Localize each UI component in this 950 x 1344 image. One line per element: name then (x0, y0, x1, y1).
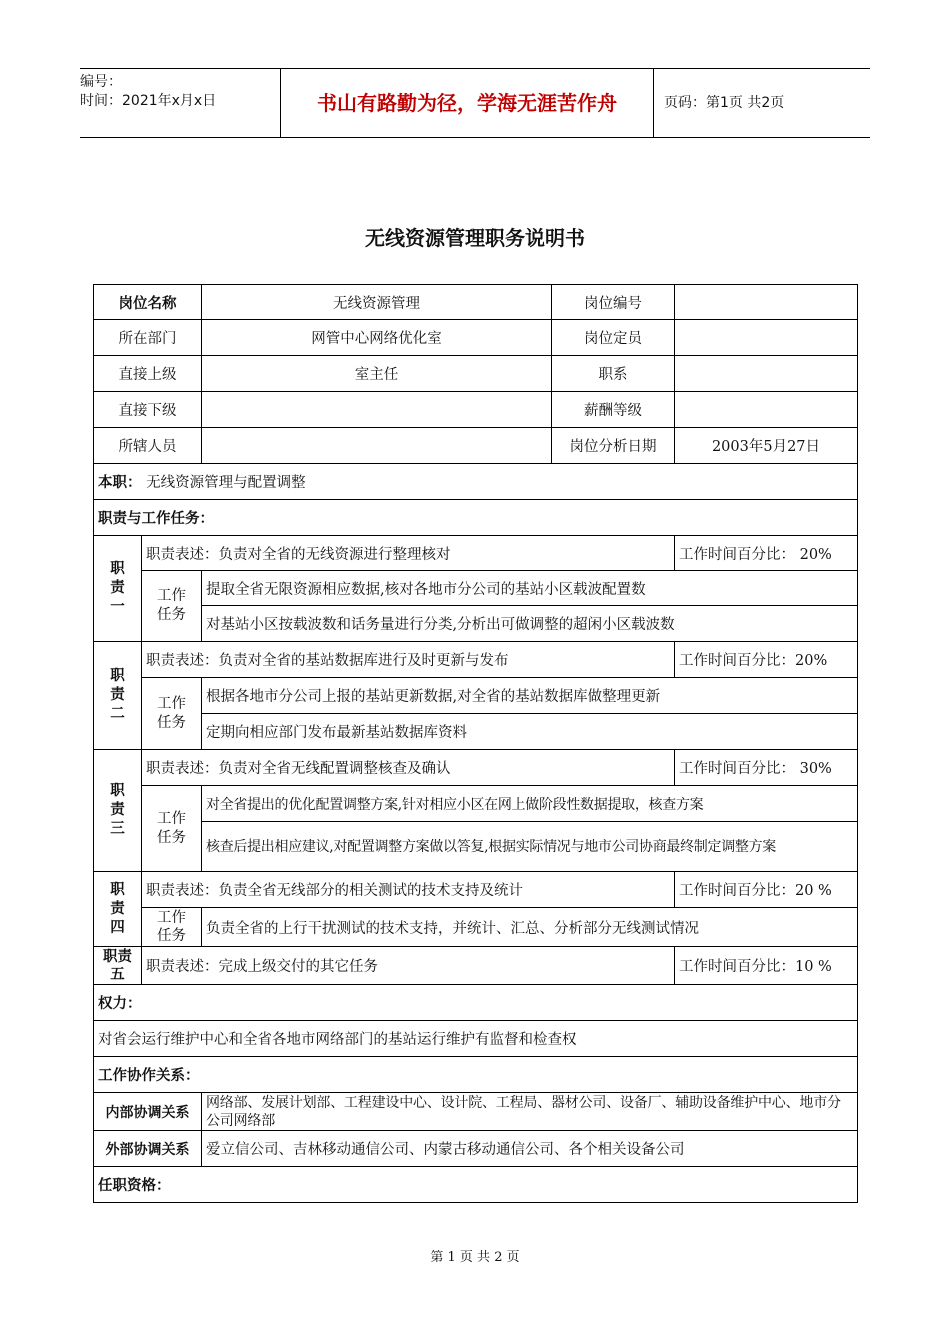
header-motto: 书山有路勤为径，学海无涯苦作舟 (280, 69, 654, 137)
info-label: 直接下级 (94, 392, 202, 428)
info-label: 薪酬等级 (552, 392, 675, 428)
task-item: 对基站小区按载波数和话务量进行分类,分析出可做调整的超闲小区载波数 (202, 606, 858, 642)
duty-desc-row (94, 872, 858, 908)
page-footer: 第 1 页 共 2 页 (430, 1250, 520, 1265)
role-cell (94, 464, 858, 500)
job-description-table (93, 284, 858, 1203)
info-row (94, 428, 858, 464)
external-relations-value: 爱立信公司、吉林移动通信公司、内蒙古移动通信公司、各个相关设备公司 (202, 1131, 858, 1167)
info-row (94, 320, 858, 356)
duty-description: 职责表述：完成上级交付的其它任务 (142, 947, 675, 985)
info-value (675, 392, 858, 428)
time-label: 时间：2021年x月x日 (80, 93, 217, 109)
internal-relations-value: 网络部、发展计划部、工程建设中心、设计院、工程局、器材公司、设备厂、辅助设备维护中心、地市分公司网络部 (202, 1093, 858, 1131)
duty-desc-row (94, 536, 858, 571)
info-label: 职系 (552, 356, 675, 392)
info-value (202, 428, 552, 464)
internal-relations-label: 内部协调关系 (94, 1093, 202, 1131)
external-relations-label: 外部协调关系 (94, 1131, 202, 1167)
duty-task-row (94, 786, 858, 822)
duty-desc-row (94, 642, 858, 678)
power-section-header: 权力： (94, 985, 858, 1021)
task-item: 提取全省无限资源相应数据,核对各地市分公司的基站小区载波配置数 (202, 571, 858, 606)
section-row (94, 500, 858, 536)
header-page-info: 页码：第1页 共2页 (664, 95, 785, 111)
task-item: 对全省提出的优化配置调整方案,针对相应小区在网上做阶段性数据提取，核查方案 (202, 786, 858, 822)
task-item: 定期向相应部门发布最新基站数据库资料 (202, 714, 858, 750)
info-label: 岗位编号 (552, 285, 675, 320)
info-value: 网管中心网络优化室 (202, 320, 552, 356)
section-row (94, 1167, 858, 1203)
relations-section-header: 工作协作关系： (94, 1057, 858, 1093)
duty-task-row (94, 822, 858, 872)
section-row (94, 1057, 858, 1093)
duties-section-header: 职责与工作任务： (94, 500, 858, 536)
code-label: 编号： (80, 74, 122, 90)
duty-description: 职责表述：负责对全省无线配置调整核查及确认 (142, 750, 675, 786)
info-row (94, 285, 858, 320)
role-value: 无线资源管理与配置调整 (146, 475, 306, 491)
duty-desc-row (94, 947, 858, 985)
power-row (94, 1021, 858, 1057)
duty-time-percent: 工作时间百分比：20% (675, 642, 858, 678)
info-label: 直接上级 (94, 356, 202, 392)
external-relations-row (94, 1131, 858, 1167)
document-title: 无线资源管理职务说明书 (365, 226, 585, 250)
info-label: 所在部门 (94, 320, 202, 356)
task-item: 核查后提出相应建议,对配置调整方案做以答复,根据实际情况与地市公司协商最终制定调整方案 (202, 822, 858, 872)
duty-time-percent: 工作时间百分比： 20% (675, 536, 858, 571)
task-label: 工作 任务 (142, 678, 202, 750)
info-label: 岗位定员 (552, 320, 675, 356)
task-item: 负责全省的上行干扰测试的技术支持，并统计、汇总、分析部分无线测试情况 (202, 908, 858, 947)
duty-task-row (94, 678, 858, 714)
role-label: 本职： (98, 475, 142, 491)
duty-description: 职责表述：负责全省无线部分的相关测试的技术支持及统计 (142, 872, 675, 908)
page-header (80, 68, 870, 138)
info-value: 无线资源管理 (202, 285, 552, 320)
info-row (94, 356, 858, 392)
duty-label: 职 责 一 (94, 536, 142, 642)
qualification-section-header: 任职资格： (94, 1167, 858, 1203)
duty-description: 职责表述：负责对全省的无线资源进行整理核对 (142, 536, 675, 571)
info-value (675, 356, 858, 392)
duty-task-row (94, 606, 858, 642)
section-row (94, 985, 858, 1021)
duty-task-row (94, 714, 858, 750)
task-item: 根据各地市分公司上报的基站更新数据,对全省的基站数据库做整理更新 (202, 678, 858, 714)
duty-time-percent: 工作时间百分比： 30% (675, 750, 858, 786)
duty-label: 职责 五 (94, 947, 142, 985)
info-value (675, 320, 858, 356)
info-value: 2003年5月27日 (675, 428, 858, 464)
role-row (94, 464, 858, 500)
info-label: 岗位名称 (94, 285, 202, 320)
info-value: 室主任 (202, 356, 552, 392)
duty-time-percent: 工作时间百分比：10 % (675, 947, 858, 985)
duty-label: 职 责 四 (94, 872, 142, 947)
task-label: 工作 任务 (142, 571, 202, 642)
duty-task-row (94, 908, 858, 947)
duty-description: 职责表述：负责对全省的基站数据库进行及时更新与发布 (142, 642, 675, 678)
duty-label: 职 责 三 (94, 750, 142, 872)
task-label: 工作 任务 (142, 908, 202, 947)
info-label: 所辖人员 (94, 428, 202, 464)
info-label: 岗位分析日期 (552, 428, 675, 464)
internal-relations-row (94, 1093, 858, 1131)
info-row (94, 392, 858, 428)
power-value: 对省会运行维护中心和全省各地市网络部门的基站运行维护有监督和检查权 (94, 1021, 858, 1057)
header-meta (80, 69, 280, 141)
duty-desc-row (94, 750, 858, 786)
duty-label: 职 责 二 (94, 642, 142, 750)
task-label: 工作 任务 (142, 786, 202, 872)
info-value (202, 392, 552, 428)
info-value (675, 285, 858, 320)
duty-task-row (94, 571, 858, 606)
duty-time-percent: 工作时间百分比：20 % (675, 872, 858, 908)
